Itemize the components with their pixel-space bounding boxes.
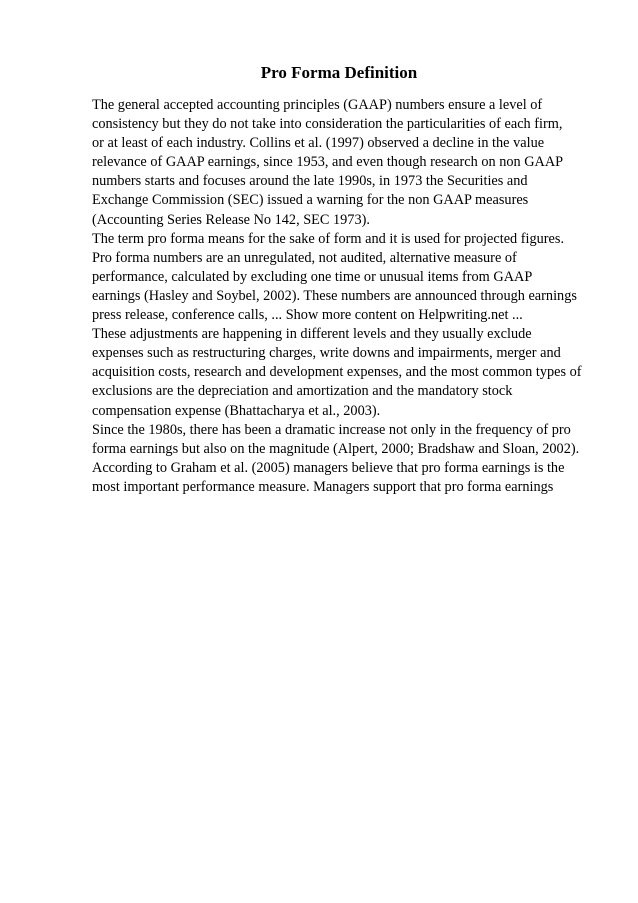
body-line: Exchange Commission (SEC) issued a warning for the non GAAP measures: [92, 192, 529, 209]
body-line: compensation expense (Bhattacharya et al., 2003).: [92, 402, 381, 419]
body-line: forma earnings but also on the magnitude (Alpert, 2000; Bradshaw and Sloan, 2002).: [92, 440, 580, 457]
body-line: most important performance measure. Managers support that pro forma earnings: [92, 478, 554, 495]
body-line: The general accepted accounting principles (GAAP) numbers ensure a level of: [92, 97, 543, 113]
body-line: earnings (Hasley and Soybel, 2002). These numbers are announced through earnings: [92, 287, 577, 304]
body-line: relevance of GAAP earnings, since 1953, and even though research on non GAAP: [92, 154, 564, 171]
body-line: expenses such as restructuring charges, write downs and impairments, merger and: [92, 345, 561, 362]
document-body: [92, 96, 598, 497]
body-line: Pro forma numbers are an unregulated, not audited, alternative measure of: [92, 249, 517, 266]
body-line: According to Graham et al. (2005) managers believe that pro forma earnings is the: [92, 459, 565, 476]
body-line: acquisition costs, research and development expenses, and the most common types of: [92, 364, 582, 381]
document-title: Pro Forma Definition: [260, 63, 418, 82]
body-line: (Accounting Series Release No 142, SEC 1973).: [92, 211, 370, 228]
body-line: or at least of each industry. Collins et al. (1997) observed a decline in the value: [92, 135, 545, 152]
body-line: exclusions are the depreciation and amortization and the mandatory stock: [92, 383, 513, 400]
body-line: press release, conference calls, ... Show more content on Helpwriting.net ...: [92, 307, 523, 324]
body-line: The term pro forma means for the sake of form and it is used for projected figures.: [92, 230, 565, 247]
body-line: Since the 1980s, there has been a dramatic increase not only in the frequency of pro: [92, 421, 571, 438]
body-line: numbers starts and focuses around the late 1990s, in 1973 the Securities and: [92, 173, 528, 190]
body-line: performance, calculated by excluding one time or unusual items from GAAP: [92, 268, 533, 285]
body-line: consistency but they do not take into consideration the particularities of each firm,: [92, 116, 563, 133]
body-line: These adjustments are happening in different levels and they usually exclude: [92, 326, 532, 343]
